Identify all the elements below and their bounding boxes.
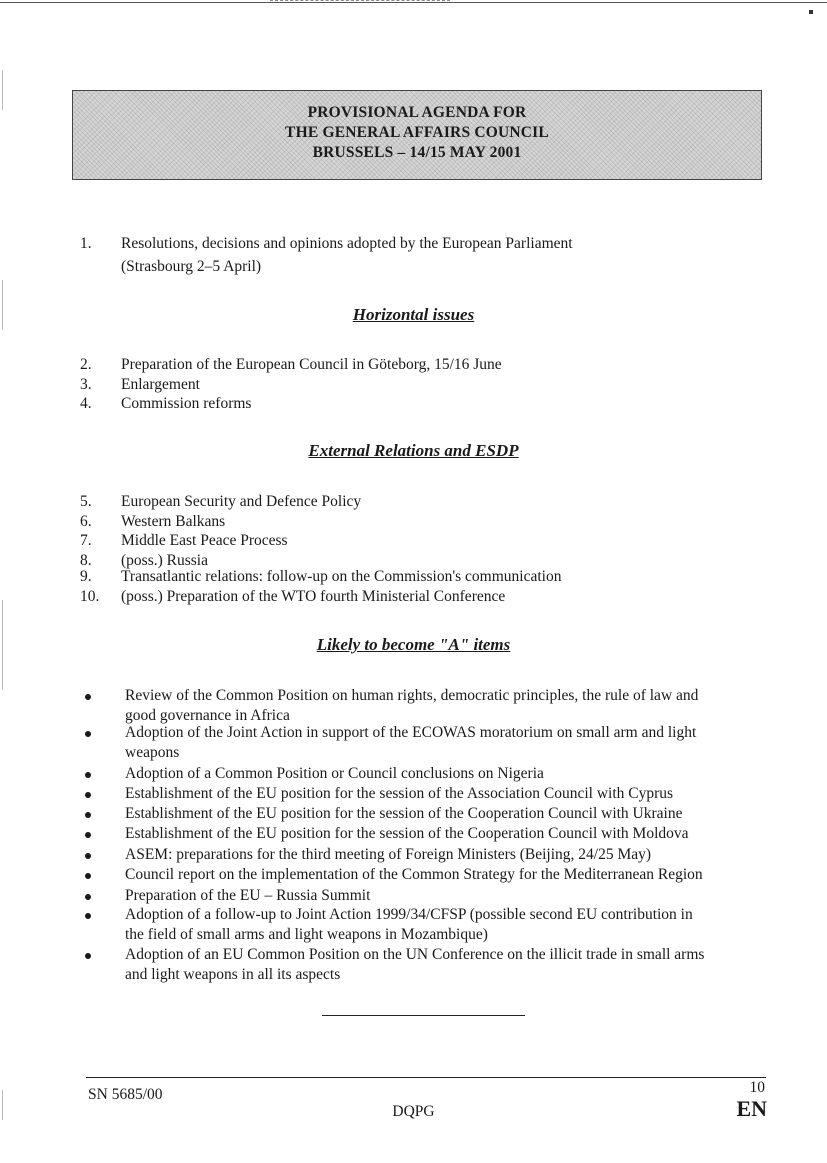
footer-rule [86,1077,766,1078]
a-item-text: Establishment of the EU position for the session of the Cooperation Council with Moldova [125,825,689,842]
item-text: Commission reforms [121,395,252,412]
item-number: 10. [80,588,100,605]
a-item-text-continued: good governance in Africa [125,707,290,724]
scan-edge-line [0,2,827,3]
a-item-text: Adoption of the Joint Action in support of the ECOWAS moratorium on small arm and light [125,724,697,741]
scan-margin-mark [2,70,3,110]
language-code: EN [736,1096,767,1121]
scan-speck [809,10,813,14]
item-text: Resolutions, decisions and opinions adopted by the European Parliament [121,235,573,252]
item-text: (poss.) Russia [121,552,208,569]
bullet-icon [85,894,91,900]
a-item-text-continued: the field of small arms and light weapons in Mozambique) [125,926,488,943]
item-text: Preparation of the European Council in Göteborg, 15/16 June [121,356,502,373]
a-item-text: Preparation of the EU – Russia Summit [125,887,371,904]
bullet-icon [85,792,91,798]
agenda-title-line-1: PROVISIONAL AGENDA FOR [307,104,527,121]
section-heading-external-relations: External Relations and ESDP [308,441,519,460]
item-text: European Security and Defence Policy [121,493,362,510]
section-heading-a-items: Likely to become "A" items [316,635,511,654]
document-reference: SN 5685/00 [88,1086,163,1103]
bullet-icon [85,694,91,700]
item-number: 6. [80,513,92,530]
bullet-icon [85,953,91,959]
item-number: 4. [80,395,92,412]
agenda-title-banner [72,90,762,180]
item-number: 8. [80,552,92,569]
bullet-icon [85,731,91,737]
section-heading-horizontal: Horizontal issues [352,305,475,324]
a-item-text: Establishment of the EU position for the session of the Association Council with Cyprus [125,785,674,802]
item-number: 5. [80,493,92,510]
item-text: Enlargement [121,376,200,393]
page-number: 10 [749,1079,765,1096]
department-code: DQPG [392,1103,435,1120]
a-item-text: Establishment of the EU position for the session of the Cooperation Council with Ukraine [125,805,683,822]
a-item-text-continued: and light weapons in all its aspects [125,966,341,983]
a-item-text: Review of the Common Position on human rights, democratic principles, the rule of law and [125,687,699,704]
a-item-text: Adoption of a Common Position or Council conclusions on Nigeria [125,765,544,782]
bullet-icon [85,832,91,838]
bullet-icon [85,812,91,818]
agenda-title-line-3: BRUSSELS – 14/15 MAY 2001 [312,144,522,161]
item-number: 2. [80,356,92,373]
scan-edge-dashes [270,0,450,1]
agenda-title-line-2: THE GENERAL AFFAIRS COUNCIL [285,124,549,141]
item-text-continued: (Strasbourg 2–5 April) [121,258,262,275]
a-item-text-continued: weapons [125,744,180,761]
bullet-icon [85,772,91,778]
a-item-text: Adoption of a follow-up to Joint Action 1999/34/CFSP (possible second EU contribution in [125,906,693,923]
bullet-icon [85,853,91,859]
item-text: Western Balkans [121,513,226,530]
item-number: 3. [80,376,92,393]
a-item-text: ASEM: preparations for the third meeting of Foreign Ministers (Beijing, 24/25 May) [125,846,652,863]
agenda-title [73,103,761,163]
item-text: (poss.) Preparation of the WTO fourth Ministerial Conference [121,588,506,605]
a-item-text: Adoption of an EU Common Position on the UN Conference on the illicit trade in small arms [125,946,705,963]
a-item-text: Council report on the implementation of the Common Strategy for the Mediterranean Region [125,866,703,883]
item-number: 1. [80,235,92,252]
item-text: Middle East Peace Process [121,532,288,549]
end-separator-line [322,1015,525,1016]
item-text: Transatlantic relations: follow-up on the Commission's communication [121,568,562,585]
bullet-icon [85,913,91,919]
item-number: 7. [80,532,92,549]
item-number: 9. [80,568,92,585]
bullet-icon [85,873,91,879]
